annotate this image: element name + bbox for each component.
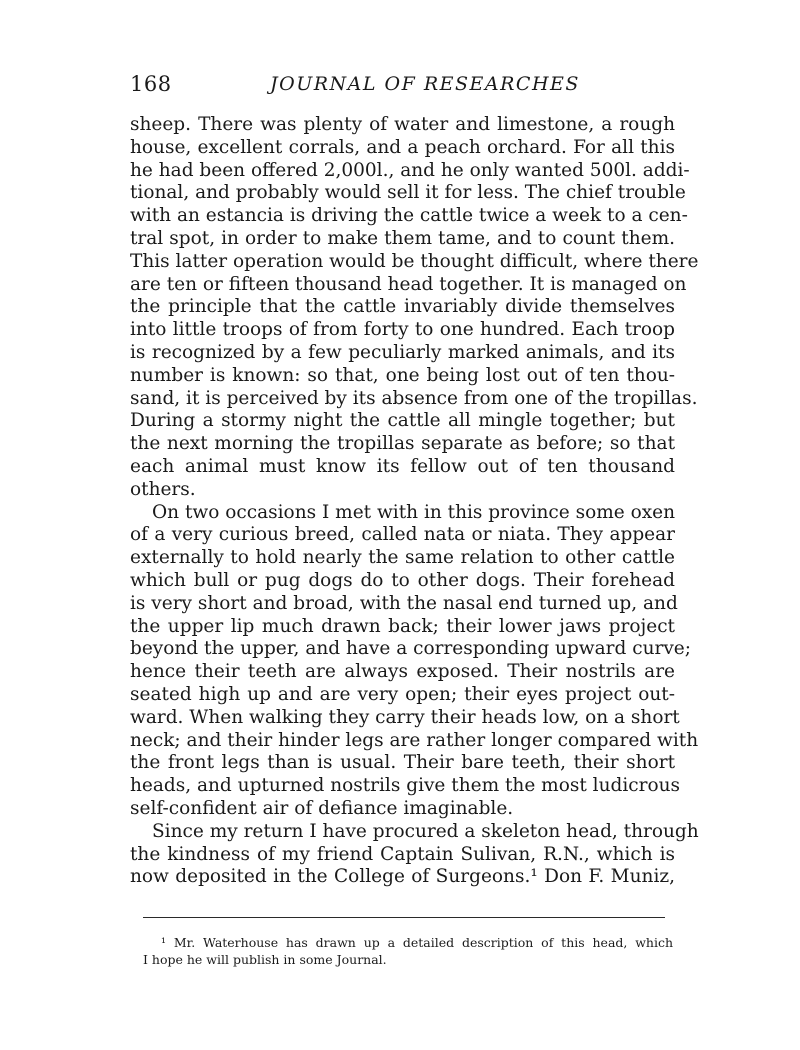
text-line: externally to hold nearly the same relation to other cattle — [130, 547, 675, 569]
page-number: 168 — [130, 72, 172, 96]
text-line: This latter operation would be thought difficult, where there — [130, 250, 699, 272]
body-text — [130, 114, 699, 889]
text-line: into little troops of from forty to one hundred. Each troop — [130, 319, 675, 341]
text-line: the principle that the cattle invariably divide themselves — [130, 296, 675, 318]
text-line: seated high up and are very open; their eyes project out- — [130, 683, 675, 705]
text-line: sheep. There was plenty of water and limestone, a rough — [130, 114, 675, 135]
text-line: beyond the upper, and have a corresponding upward curve; — [130, 638, 691, 660]
text-line: now deposited in the College of Surgeons.¹ Don F. Muniz, — [130, 866, 675, 888]
footnote-rule — [143, 917, 665, 918]
text-line: of a very curious breed, called nata or niata. They appear — [130, 524, 675, 546]
page-header — [130, 72, 678, 102]
footnote — [143, 934, 673, 968]
text-line: each animal must know its fellow out of ten thousand — [130, 455, 675, 477]
text-line: number is known: so that, one being lost out of ten thou- — [130, 364, 675, 386]
text-line: self-confident air of defiance imaginable. — [130, 797, 514, 819]
footnote-line: ¹ Mr. Waterhouse has drawn up a detailed description of this head, which — [161, 935, 673, 950]
text-line: hence their teeth are always exposed. Their nostrils are — [130, 661, 675, 683]
text-line: During a stormy night the cattle all mingle together; but — [130, 410, 675, 432]
text-line: tral spot, in order to make them tame, and to count them. — [130, 227, 675, 249]
text-line: the next morning the tropillas separate as before; so that — [130, 433, 675, 455]
text-line: On two occasions I met with in this province some oxen — [152, 501, 676, 523]
text-line: sand, it is perceived by its absence from one of the tropillas. — [130, 387, 698, 409]
text-line: the front legs than is usual. Their bare teeth, their short — [130, 752, 675, 774]
text-line: Since my return I have procured a skeleton head, through — [152, 820, 699, 842]
text-line: ward. When walking they carry their heads low, on a short — [130, 706, 680, 728]
text-line: which bull or pug dogs do to other dogs. Their forehead — [130, 569, 675, 591]
text-line: the upper lip much drawn back; their lower jaws project — [130, 615, 675, 637]
text-line: are ten or fifteen thousand head together. It is managed on — [130, 273, 687, 295]
text-line: others. — [130, 478, 196, 500]
text-line: is recognized by a few peculiarly marked animals, and its — [130, 341, 675, 363]
text-line: house, excellent corrals, and a peach orchard. For all this — [130, 136, 675, 158]
text-line: is very short and broad, with the nasal end turned up, and — [130, 592, 678, 614]
text-line: tional, and probably would sell it for less. The chief trouble — [130, 182, 686, 204]
text-line: neck; and their hinder legs are rather longer compared with — [130, 729, 699, 751]
text-line: with an estancia is driving the cattle twice a week to a cen- — [130, 205, 688, 227]
text-line: heads, and upturned nostrils give them the most ludicrous — [130, 775, 680, 797]
text-line: he had been offered 2,000l., and he only wanted 500l. addi- — [130, 159, 690, 181]
running-head: JOURNAL OF RESEARCHES — [270, 73, 580, 95]
footnote-line: I hope he will publish in some Journal. — [143, 952, 387, 967]
text-line: the kindness of my friend Captain Sulivan, R.N., which is — [130, 843, 675, 865]
